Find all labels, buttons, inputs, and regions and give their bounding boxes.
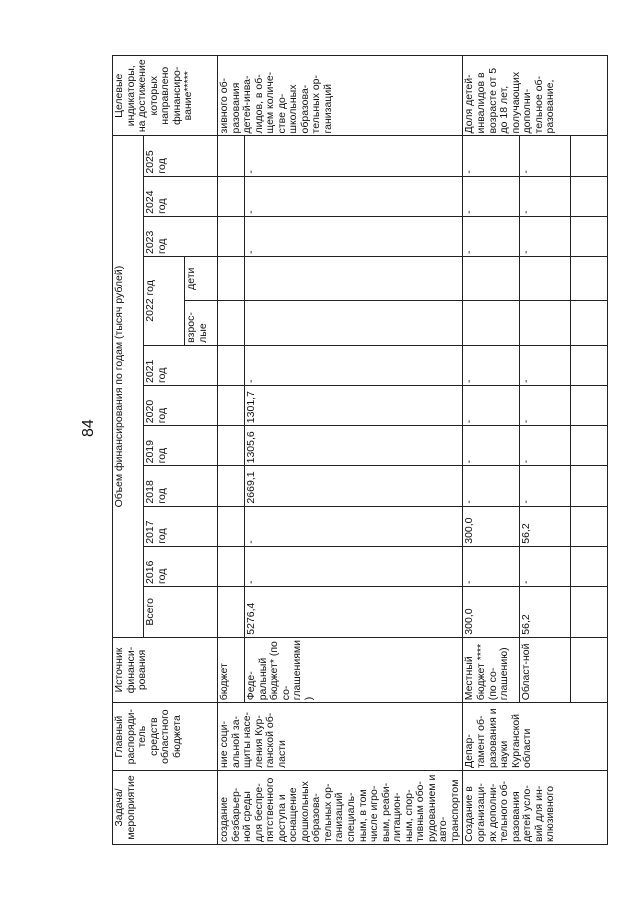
cell-y2024: - <box>245 176 463 216</box>
cell-source: Местный бюджет **** (по со-глашению) <box>463 637 520 703</box>
header-y2022: 2022 год <box>144 257 185 346</box>
header-source: Источник финанси-рования <box>113 637 218 703</box>
cell-y2025: - <box>245 136 463 176</box>
header-y2019: 2019 год <box>144 426 218 466</box>
cell-y2023: - <box>463 216 520 256</box>
header-y2017: 2017 год <box>144 506 218 546</box>
header-y2021: 2021 год <box>144 345 218 385</box>
header-y2022-children: дети <box>185 257 218 301</box>
table-row <box>463 56 520 845</box>
cell-y2016: - <box>245 546 463 586</box>
cell-total: 56,2 <box>520 586 571 637</box>
table-row <box>218 56 245 845</box>
header-y2022-adults: взрос-лые <box>185 301 218 345</box>
cell-y2016: - <box>520 546 571 586</box>
cell-manager: Депар-тамент об-разования и науки Курганской области <box>463 703 608 771</box>
cell-y2021: - <box>463 345 520 385</box>
header-y2020: 2020 год <box>144 386 218 426</box>
cell-y2022-adults <box>245 301 463 345</box>
cell-y2019: - <box>463 426 520 466</box>
cell-y2022-children <box>520 257 571 301</box>
header-manager: Главный распоряди-тель средств областного бюджета <box>113 703 218 771</box>
cell-y2017: - <box>245 506 463 546</box>
cell-y2020: - <box>463 386 520 426</box>
cell-y2024: - <box>463 176 520 216</box>
rotated-table-container <box>112 55 607 845</box>
cell-y2022-children <box>245 257 463 301</box>
cell-y2024: - <box>520 176 571 216</box>
cell-y2023: - <box>520 216 571 256</box>
cell-y2016: - <box>463 546 520 586</box>
cell-task: создание безбарьер-ной среды для беспре-пятственного доступа и оснащение дошкольных образова-тельных ор-ганизаций специаль-ным, в том числе игро-вым, реаби-литацион-ным, спор-тивным обо-рудованием и авто-транспортом <box>218 770 463 844</box>
header-y2023: 2023 год <box>144 216 218 256</box>
header-y2018: 2018 год <box>144 466 218 506</box>
cell-y2018: - <box>463 466 520 506</box>
cell-y2022-adults <box>463 301 520 345</box>
cell-y2021: - <box>245 345 463 385</box>
cell-y2025: - <box>463 136 520 176</box>
header-task: Задача/ мероприятие <box>113 770 218 844</box>
cell-indicator: зивного об-разования детей-инва-лидов, в об-щем количе-стве до-школьных образова-тельных ор-ганизаций <box>218 56 463 136</box>
header-volume: Объем финансирования по годам (тысяч рублей) <box>113 136 144 637</box>
cell-y2019: - <box>520 426 571 466</box>
page-number: 84 <box>80 419 97 437</box>
financing-table <box>112 55 608 845</box>
cell-y2017: 56,2 <box>520 506 571 546</box>
header-indicators: Целевые индикаторы, на достижение которых направлено финансиро-вание***** <box>113 56 218 136</box>
cell-manager: ние соци-альной за-щиты насе-ления Кур-ганской об-ласти <box>218 703 463 771</box>
cell-source: Феде-ральный бюджет* (по со-глашениями) <box>245 637 463 703</box>
header-row-1 <box>113 56 144 845</box>
cell-y2023: - <box>245 216 463 256</box>
cell-y2017: 300,0 <box>463 506 520 546</box>
cell-y2022-adults <box>520 301 571 345</box>
cell-task: Создание в организаци-ях дополни-тельного об-разования детей усло-вий для ин-клюзивного <box>463 770 608 844</box>
cell-total: 300,0 <box>463 586 520 637</box>
cell-source: Област-ной <box>520 637 571 703</box>
header-y2025: 2025 год <box>144 136 218 176</box>
cell-y2018: 2669,1 <box>245 466 463 506</box>
cell-source: бюджет <box>218 637 245 703</box>
cell-y2025: - <box>520 136 571 176</box>
cell-y2022-children <box>463 257 520 301</box>
header-y2024: 2024 год <box>144 176 218 216</box>
cell-y2020: 1301,7 <box>245 386 463 426</box>
cell-y2018: - <box>520 466 571 506</box>
header-total: Всего <box>144 586 218 637</box>
header-y2016: 2016 год <box>144 546 218 586</box>
cell-y2019: 1305,6 <box>245 426 463 466</box>
cell-y2021: - <box>520 345 571 385</box>
cell-y2020: - <box>520 386 571 426</box>
cell-total: 5276,4 <box>245 586 463 637</box>
cell-indicator: Доля детей-инвалидов в возрасте от 5 до 18 лет, получающих дополни-тельное об-разование, <box>463 56 608 136</box>
